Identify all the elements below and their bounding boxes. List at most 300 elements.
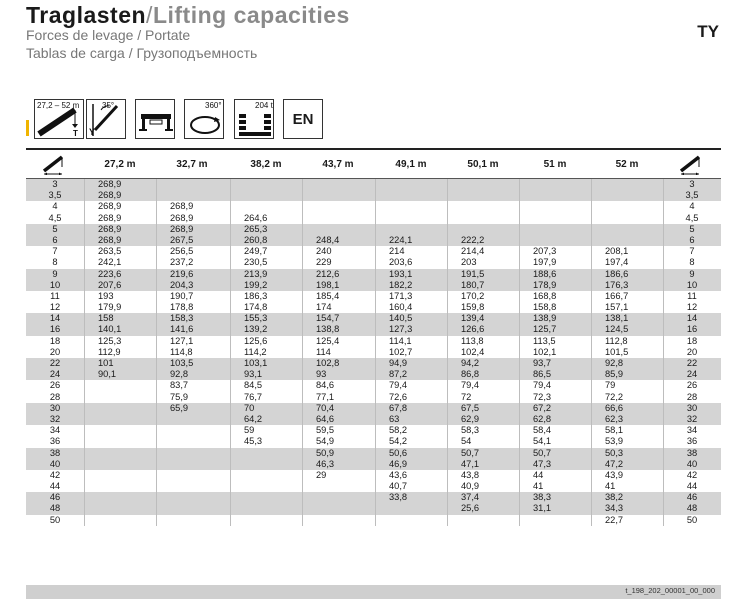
capacity-cell: 125,4 [316,335,340,346]
capacity-cell: 93,7 [533,358,552,368]
table-row [26,492,721,503]
capacity-cell: 268,9 [170,223,194,234]
capacity-cell: 139,4 [461,313,485,324]
capacity-cell: 197,4 [605,257,629,268]
capacity-cell [605,179,663,190]
capacity-cell [533,213,591,224]
radius-cell: 50 [49,514,61,525]
capacity-cell: 47,3 [533,458,552,469]
capacity-cell: 102,8 [316,358,340,368]
capacity-cell: 186,3 [244,290,268,301]
slewing-angle: 360° [205,101,222,110]
capacity-cell: 86,8 [461,369,480,380]
capacity-cell: 94,2 [461,358,480,368]
capacity-cell: 268,9 [98,223,122,234]
radius-cell-right: 5 [689,223,695,234]
capacity-cell: 213,9 [244,268,268,279]
capacity-cell: 59,5 [316,425,335,436]
capacity-cell: 207,3 [533,246,557,257]
capacity-cell: 85,9 [605,369,624,380]
capacity-cell: 50,7 [461,447,480,458]
counterweight-icon [234,99,274,139]
capacity-cell [316,481,374,492]
outrigger-icon [135,99,175,139]
capacity-cell: 168,8 [533,290,557,301]
capacity-cell: 67,2 [533,402,552,413]
capacity-cell [170,515,228,526]
capacity-cell: 72,2 [605,391,624,402]
capacity-cell: 229 [316,257,332,268]
column-divider [519,179,520,526]
capacity-cell: 214 [389,246,405,257]
capacity-cell: 45,3 [244,436,263,447]
capacity-cell: 102,4 [461,346,485,357]
capacity-cell: 114 [316,346,331,357]
capacity-cell [98,515,156,526]
jib-angle: 35° [102,101,115,110]
capacity-cell: 113,8 [461,335,484,346]
radius-cell: 7 [52,246,58,257]
capacity-cell [605,201,663,212]
capacity-cell: 174 [316,302,332,313]
radius-cell-right: 22 [686,358,698,368]
radius-cell-right: 44 [686,481,698,492]
capacity-cell [533,179,591,190]
capacity-cell [316,179,374,190]
radius-cell: 22 [49,358,61,368]
capacity-cell: 268,9 [98,201,122,212]
table-row [26,213,721,224]
capacity-cell: 159,8 [461,302,485,313]
capacity-cell: 125,7 [533,324,557,335]
capacity-cell: 174,8 [244,302,268,313]
radius-cell-right: 7 [689,246,695,257]
capacity-cell: 267,5 [170,234,194,245]
table-row [26,336,721,347]
radius-cell: 18 [49,335,61,346]
table-row [26,425,721,436]
radius-cell: 38 [49,447,61,458]
column-header: 38,2 m [250,158,282,170]
capacity-cell [533,224,591,235]
capacity-cell: 242,1 [98,257,122,268]
capacity-cell: 268,9 [170,212,194,223]
radius-cell: 3,5 [48,190,62,201]
radius-cell-right: 11 [687,290,697,301]
capacity-cell: 178,8 [170,302,194,313]
capacity-cell [98,436,156,447]
capacity-cell [316,224,374,235]
capacity-cell: 46,9 [389,458,408,469]
capacity-cell: 179,9 [98,302,122,313]
capacity-cell: 86,5 [533,369,552,380]
capacity-cell: 263,5 [98,246,122,257]
capacity-cell: 248,4 [316,234,340,245]
page-title [26,2,350,29]
capacity-cell [316,492,374,503]
capacity-cell [170,179,228,190]
capacity-cell: 29 [316,469,327,480]
capacity-cell [98,481,156,492]
radius-cell: 11 [50,290,60,301]
radius-cell: 4,5 [48,212,62,223]
capacity-cell: 160,4 [389,302,413,313]
capacity-cell: 34,3 [605,503,624,514]
capacity-cell: 75,9 [170,391,189,402]
capacity-cell [389,503,447,514]
capacity-cell: 94,9 [389,358,408,368]
radius-cell: 9 [52,268,58,279]
capacity-cell [389,179,447,190]
radius-cell-right: 32 [686,413,698,424]
radius-cell: 30 [49,402,61,413]
capacity-cell: 214,4 [461,246,485,257]
jib-letter-y: Y [89,127,96,137]
capacity-cell: 72,6 [389,391,408,402]
capacity-cell: 154,7 [316,313,340,324]
table-row [26,224,721,235]
capacity-cell [244,503,302,514]
capacity-cell [170,459,228,470]
capacity-cell: 265,3 [244,223,268,234]
capacity-cell: 112,8 [605,335,628,346]
capacity-cell: 203,6 [389,257,413,268]
capacity-cell [244,201,302,212]
capacity-cell: 66,6 [605,402,624,413]
radius-cell-right: 42 [686,469,698,480]
capacity-cell: 180,7 [461,279,485,290]
capacity-cell: 102,7 [389,346,413,357]
radius-cell-right: 6 [689,234,695,245]
capacity-cell: 92,8 [605,358,624,368]
radius-cell: 16 [49,324,61,335]
table-row [26,481,721,492]
capacity-cell: 103,1 [244,358,268,368]
capacity-cell: 37,4 [461,492,480,503]
capacity-cell: 59 [244,425,255,436]
capacity-cell: 79 [605,380,616,391]
table-row [26,448,721,459]
radius-cell-right: 3,5 [685,190,699,201]
table-row [26,436,721,447]
column-divider [230,179,231,526]
capacity-cell: 158,8 [533,302,557,313]
slewing-icon [184,99,224,139]
column-header: 27,2 m [104,158,136,170]
capacity-cell: 84,6 [316,380,335,391]
radius-cell: 24 [49,369,61,380]
capacity-cell [98,470,156,481]
column-divider [447,179,448,526]
capacity-cell: 72,3 [533,391,552,402]
subtitle-spanish-russian: Tablas de carga / Грузоподъемность [26,45,258,61]
column-header: 52 m [615,158,639,170]
capacity-cell [461,213,519,224]
capacity-cell: 223,6 [98,268,122,279]
table-row [26,324,721,335]
table-body [26,179,721,526]
capacity-cell: 256,5 [170,246,194,257]
radius-cell-right: 50 [686,514,698,525]
column-header: 32,7 m [176,158,208,170]
column-divider [663,179,664,526]
radius-cell-right: 36 [686,436,698,447]
capacity-cell: 157,1 [605,302,629,313]
capacity-cell [461,190,519,201]
capacity-cell: 114,1 [389,335,412,346]
capacity-cell: 43,9 [605,469,624,480]
column-divider [591,179,592,526]
table-row [26,459,721,470]
capacity-cell: 77,1 [316,391,335,402]
radius-cell-right: 38 [686,447,698,458]
capacity-cell: 260,8 [244,234,268,245]
capacity-cell: 101 [98,358,114,368]
radius-cell-right: 26 [686,380,698,391]
radius-cell: 46 [49,492,61,503]
capacity-cell: 188,6 [533,268,557,279]
radius-cell-right: 20 [686,346,698,357]
capacity-cell [605,235,663,246]
capacity-cell: 58,1 [605,425,624,436]
radius-cell: 40 [49,458,61,469]
capacity-cell: 58,2 [389,425,408,436]
capacity-cell: 63 [389,413,400,424]
capacity-cell: 70 [244,402,255,413]
capacity-cell: 224,1 [389,234,413,245]
main-boom-icon [34,99,84,139]
table-row [26,392,721,403]
capacity-cell: 268,9 [170,201,194,212]
capacity-cell: 208,1 [605,246,629,257]
capacity-cell [244,515,302,526]
capacity-cell: 249,7 [244,246,268,257]
capacity-cell [389,224,447,235]
capacity-cell [170,470,228,481]
capacity-cell: 112,9 [98,346,121,357]
model-badge: TY [697,22,719,41]
radius-header-icon-right [663,150,721,178]
capacity-cell: 47,2 [605,458,624,469]
column-divider [302,179,303,526]
capacity-cell: 268,9 [98,179,122,189]
radius-cell: 4 [52,201,58,212]
capacity-cell [461,515,519,526]
table-row [26,179,721,190]
capacity-cell: 176,3 [605,279,629,290]
capacity-cell [98,425,156,436]
capacity-cell: 46,3 [316,458,335,469]
capacity-cell: 138,8 [316,324,340,335]
capacity-cell [605,213,663,224]
capacity-cell: 93,1 [244,369,263,380]
capacity-cell: 171,3 [389,290,413,301]
radius-cell-right: 46 [686,492,698,503]
capacity-cell [389,190,447,201]
radius-cell-right: 12 [686,302,698,313]
column-divider [156,179,157,526]
title-german: Traglasten [26,2,147,28]
language-badge: EN [283,99,323,139]
radius-cell-right: 28 [686,391,698,402]
radius-cell: 14 [49,313,61,324]
capacity-cell: 264,6 [244,212,268,223]
capacity-cell [170,492,228,503]
capacity-cell [533,201,591,212]
capacity-cell [461,224,519,235]
capacity-cell: 79,4 [533,380,552,391]
capacity-cell: 158 [98,313,114,324]
table-row [26,403,721,414]
radius-cell-right: 48 [686,503,698,514]
capacity-cell [244,470,302,481]
capacity-cell [98,503,156,514]
radius-cell: 36 [49,436,61,447]
capacity-cell: 185,4 [316,290,340,301]
radius-cell-right: 4 [689,201,695,212]
capacity-cell [389,515,447,526]
capacity-cell: 103,5 [170,358,194,368]
capacity-cell: 92,8 [170,369,189,380]
capacity-cell [244,190,302,201]
subtitle-french-italian: Forces de levage / Portate [26,27,191,43]
lifting-capacity-table [26,148,721,526]
capacity-cell: 240 [316,246,332,257]
capacity-cell: 67,5 [461,402,480,413]
radius-cell-right: 10 [686,279,698,290]
capacity-cell: 62,3 [605,413,624,424]
capacity-cell: 50,6 [389,447,408,458]
capacity-cell [316,503,374,514]
table-row [26,380,721,391]
table-row [26,190,721,201]
capacity-cell: 158,3 [170,313,194,324]
capacity-cell: 62,9 [461,413,480,424]
capacity-cell [316,201,374,212]
radius-cell-right: 8 [689,257,695,268]
capacity-cell: 64,6 [316,413,335,424]
title-english: Lifting capacities [152,2,350,28]
radius-cell: 32 [49,413,61,424]
capacity-cell: 79,4 [461,380,480,391]
capacity-cell: 54,1 [533,436,552,447]
capacity-cell: 40,9 [461,481,480,492]
radius-cell: 12 [49,302,61,313]
capacity-cell: 90,1 [98,369,117,380]
accent-marker [26,120,29,136]
capacity-cell: 102,1 [533,346,557,357]
column-header: 50,1 m [467,158,499,170]
title-separator: / [146,2,153,28]
capacity-cell: 62,8 [533,413,552,424]
column-header: 43,7 m [322,158,354,170]
column-divider [375,179,376,526]
capacity-cell: 70,4 [316,402,335,413]
capacity-cell [244,492,302,503]
table-row [26,201,721,212]
capacity-cell: 199,2 [244,279,268,290]
radius-cell: 34 [49,425,61,436]
capacity-cell: 93 [316,369,327,380]
radius-cell-right: 40 [686,458,698,469]
capacity-cell: 197,9 [533,257,557,268]
capacity-cell: 22,7 [605,514,624,525]
luffing-jib-icon [86,99,126,139]
radius-cell-right: 34 [686,425,698,436]
footer-bar [26,585,721,599]
radius-header-icon [26,150,84,178]
capacity-cell: 268,9 [98,234,122,245]
capacity-cell: 125,6 [244,335,268,346]
capacity-cell: 268,9 [98,190,122,201]
capacity-cell: 83,7 [170,380,189,391]
capacity-cell [98,392,156,403]
capacity-cell: 54,9 [316,436,335,447]
capacity-cell: 222,2 [461,234,485,245]
capacity-cell [98,492,156,503]
radius-cell-right: 16 [686,324,698,335]
capacity-cell: 72 [461,391,472,402]
table-row [26,257,721,268]
capacity-cell: 31,1 [533,503,552,514]
radius-cell-right: 4,5 [685,212,699,223]
capacity-cell: 204,3 [170,279,194,290]
radius-cell: 44 [49,481,61,492]
column-header: 51 m [543,158,567,170]
radius-cell: 8 [52,257,58,268]
capacity-cell: 87,2 [389,369,408,380]
capacity-cell [98,448,156,459]
capacity-cell: 76,7 [244,391,263,402]
capacity-cell [244,179,302,190]
capacity-cell [389,201,447,212]
radius-cell: 20 [49,346,61,357]
radius-cell: 26 [49,380,61,391]
capacity-cell: 193 [98,290,114,301]
column-divider [84,179,85,526]
table-row [26,358,721,369]
capacity-cell: 41 [533,481,544,492]
table-row [26,291,721,302]
capacity-cell: 65,9 [170,402,189,413]
table-row [26,280,721,291]
capacity-cell: 155,3 [244,313,268,324]
radius-cell-right: 18 [686,335,698,346]
radius-cell-right: 14 [686,313,698,324]
table-row [26,235,721,246]
capacity-cell [605,190,663,201]
capacity-cell: 212,6 [316,268,340,279]
capacity-cell: 237,2 [170,257,194,268]
capacity-cell: 33,8 [389,492,408,503]
radius-cell-right: 24 [686,369,698,380]
capacity-cell: 170,2 [461,290,485,301]
table-row [26,246,721,257]
capacity-cell: 127,3 [389,324,413,335]
capacity-cell: 166,7 [605,290,629,301]
capacity-cell: 230,5 [244,257,268,268]
column-header: 49,1 m [395,158,427,170]
capacity-cell: 54,2 [389,436,408,447]
radius-cell: 3 [52,179,58,189]
capacity-cell: 125,3 [98,335,122,346]
capacity-cell [170,190,228,201]
capacity-cell: 43,6 [389,469,408,480]
capacity-cell: 178,9 [533,279,557,290]
capacity-cell: 138,1 [605,313,629,324]
table-row [26,414,721,425]
capacity-cell [98,403,156,414]
